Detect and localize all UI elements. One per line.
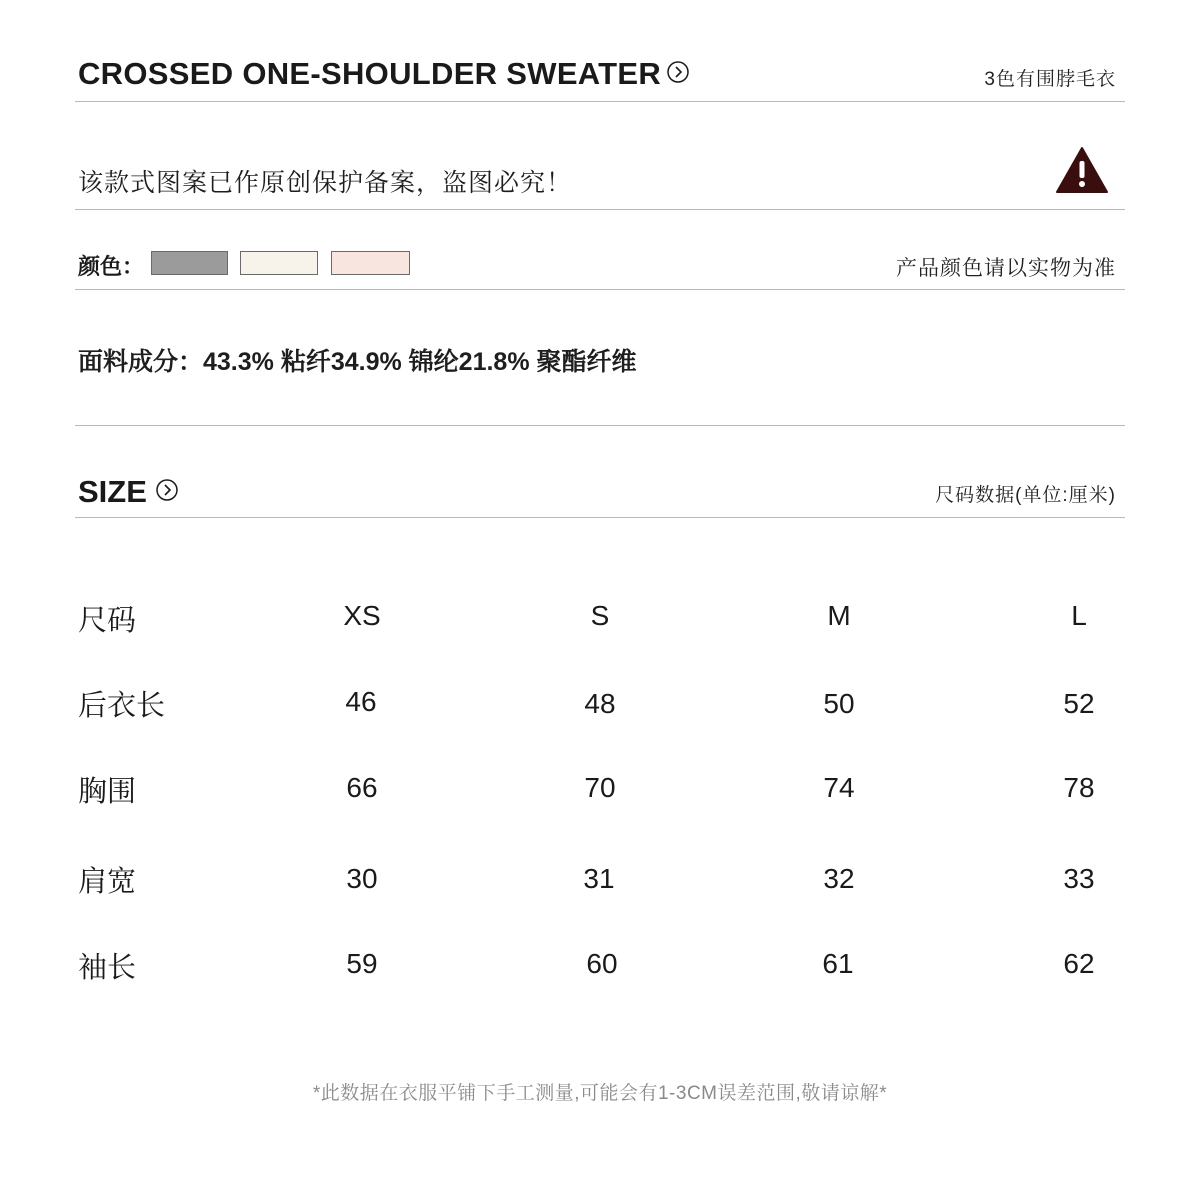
table-cell: 31 <box>583 863 615 894</box>
color-label: 颜色： <box>78 254 145 279</box>
table-cell: 70 <box>584 772 616 803</box>
color-note: 产品颜色请以实物为准 <box>896 257 1116 280</box>
product-subtitle: 3色有围脖毛衣 <box>984 69 1116 90</box>
table-header-cell: S <box>590 600 610 631</box>
divider <box>75 209 1125 210</box>
table-cell: 60 <box>586 948 618 979</box>
size-title-text: SIZE <box>78 474 147 509</box>
color-swatch-gray[interactable] <box>151 251 228 275</box>
copyright-notice: 该款式图案已作原创保护备案，盗图必究！ <box>78 169 573 197</box>
table-row-label: 后衣长 <box>78 690 166 722</box>
measurement-footnote: *此数据在衣服平铺下手工测量,可能会有1-3CM误差范围,敬请谅解* <box>312 1083 888 1104</box>
table-row-label: 胸围 <box>78 776 137 808</box>
color-swatch-pink[interactable] <box>331 251 410 275</box>
table-cell: 66 <box>346 772 378 803</box>
table-cell: 33 <box>1063 863 1095 894</box>
divider <box>75 425 1125 426</box>
size-section-title <box>78 474 179 510</box>
fabric-composition: 面料成分：43.3% 粘纤34.9% 锦纶21.8% 聚酯纤维 <box>78 348 637 376</box>
table-cell: 30 <box>346 863 378 894</box>
table-cell: 50 <box>823 688 855 719</box>
divider <box>75 517 1125 518</box>
table-header-cell: M <box>827 600 851 631</box>
table-cell: 32 <box>823 863 855 894</box>
table-cell: 52 <box>1063 688 1095 719</box>
divider <box>75 289 1125 290</box>
table-cell: 62 <box>1063 948 1095 979</box>
table-cell: 61 <box>822 948 854 979</box>
table-cell: 48 <box>584 688 616 719</box>
page-title <box>78 56 690 92</box>
table-row-label: 肩宽 <box>78 866 137 898</box>
color-swatch-cream[interactable] <box>240 251 318 275</box>
table-cell: 74 <box>823 772 855 803</box>
table-cell: 59 <box>346 948 378 979</box>
title-text: CROSSED ONE-SHOULDER SWEATER <box>78 56 662 91</box>
table-cell: 78 <box>1063 772 1095 803</box>
table-header-cell: L <box>1071 600 1087 631</box>
warning-triangle-icon <box>1055 146 1109 199</box>
circle-chevron-right-icon <box>666 56 690 92</box>
size-unit-note: 尺码数据(单位:厘米) <box>935 485 1116 506</box>
circle-chevron-right-icon <box>155 474 179 510</box>
table-cell: 46 <box>345 686 377 717</box>
table-header-cell: XS <box>343 600 381 631</box>
table-header-cell: 尺码 <box>78 605 137 637</box>
divider <box>75 101 1125 102</box>
table-row-label: 袖长 <box>78 952 137 984</box>
